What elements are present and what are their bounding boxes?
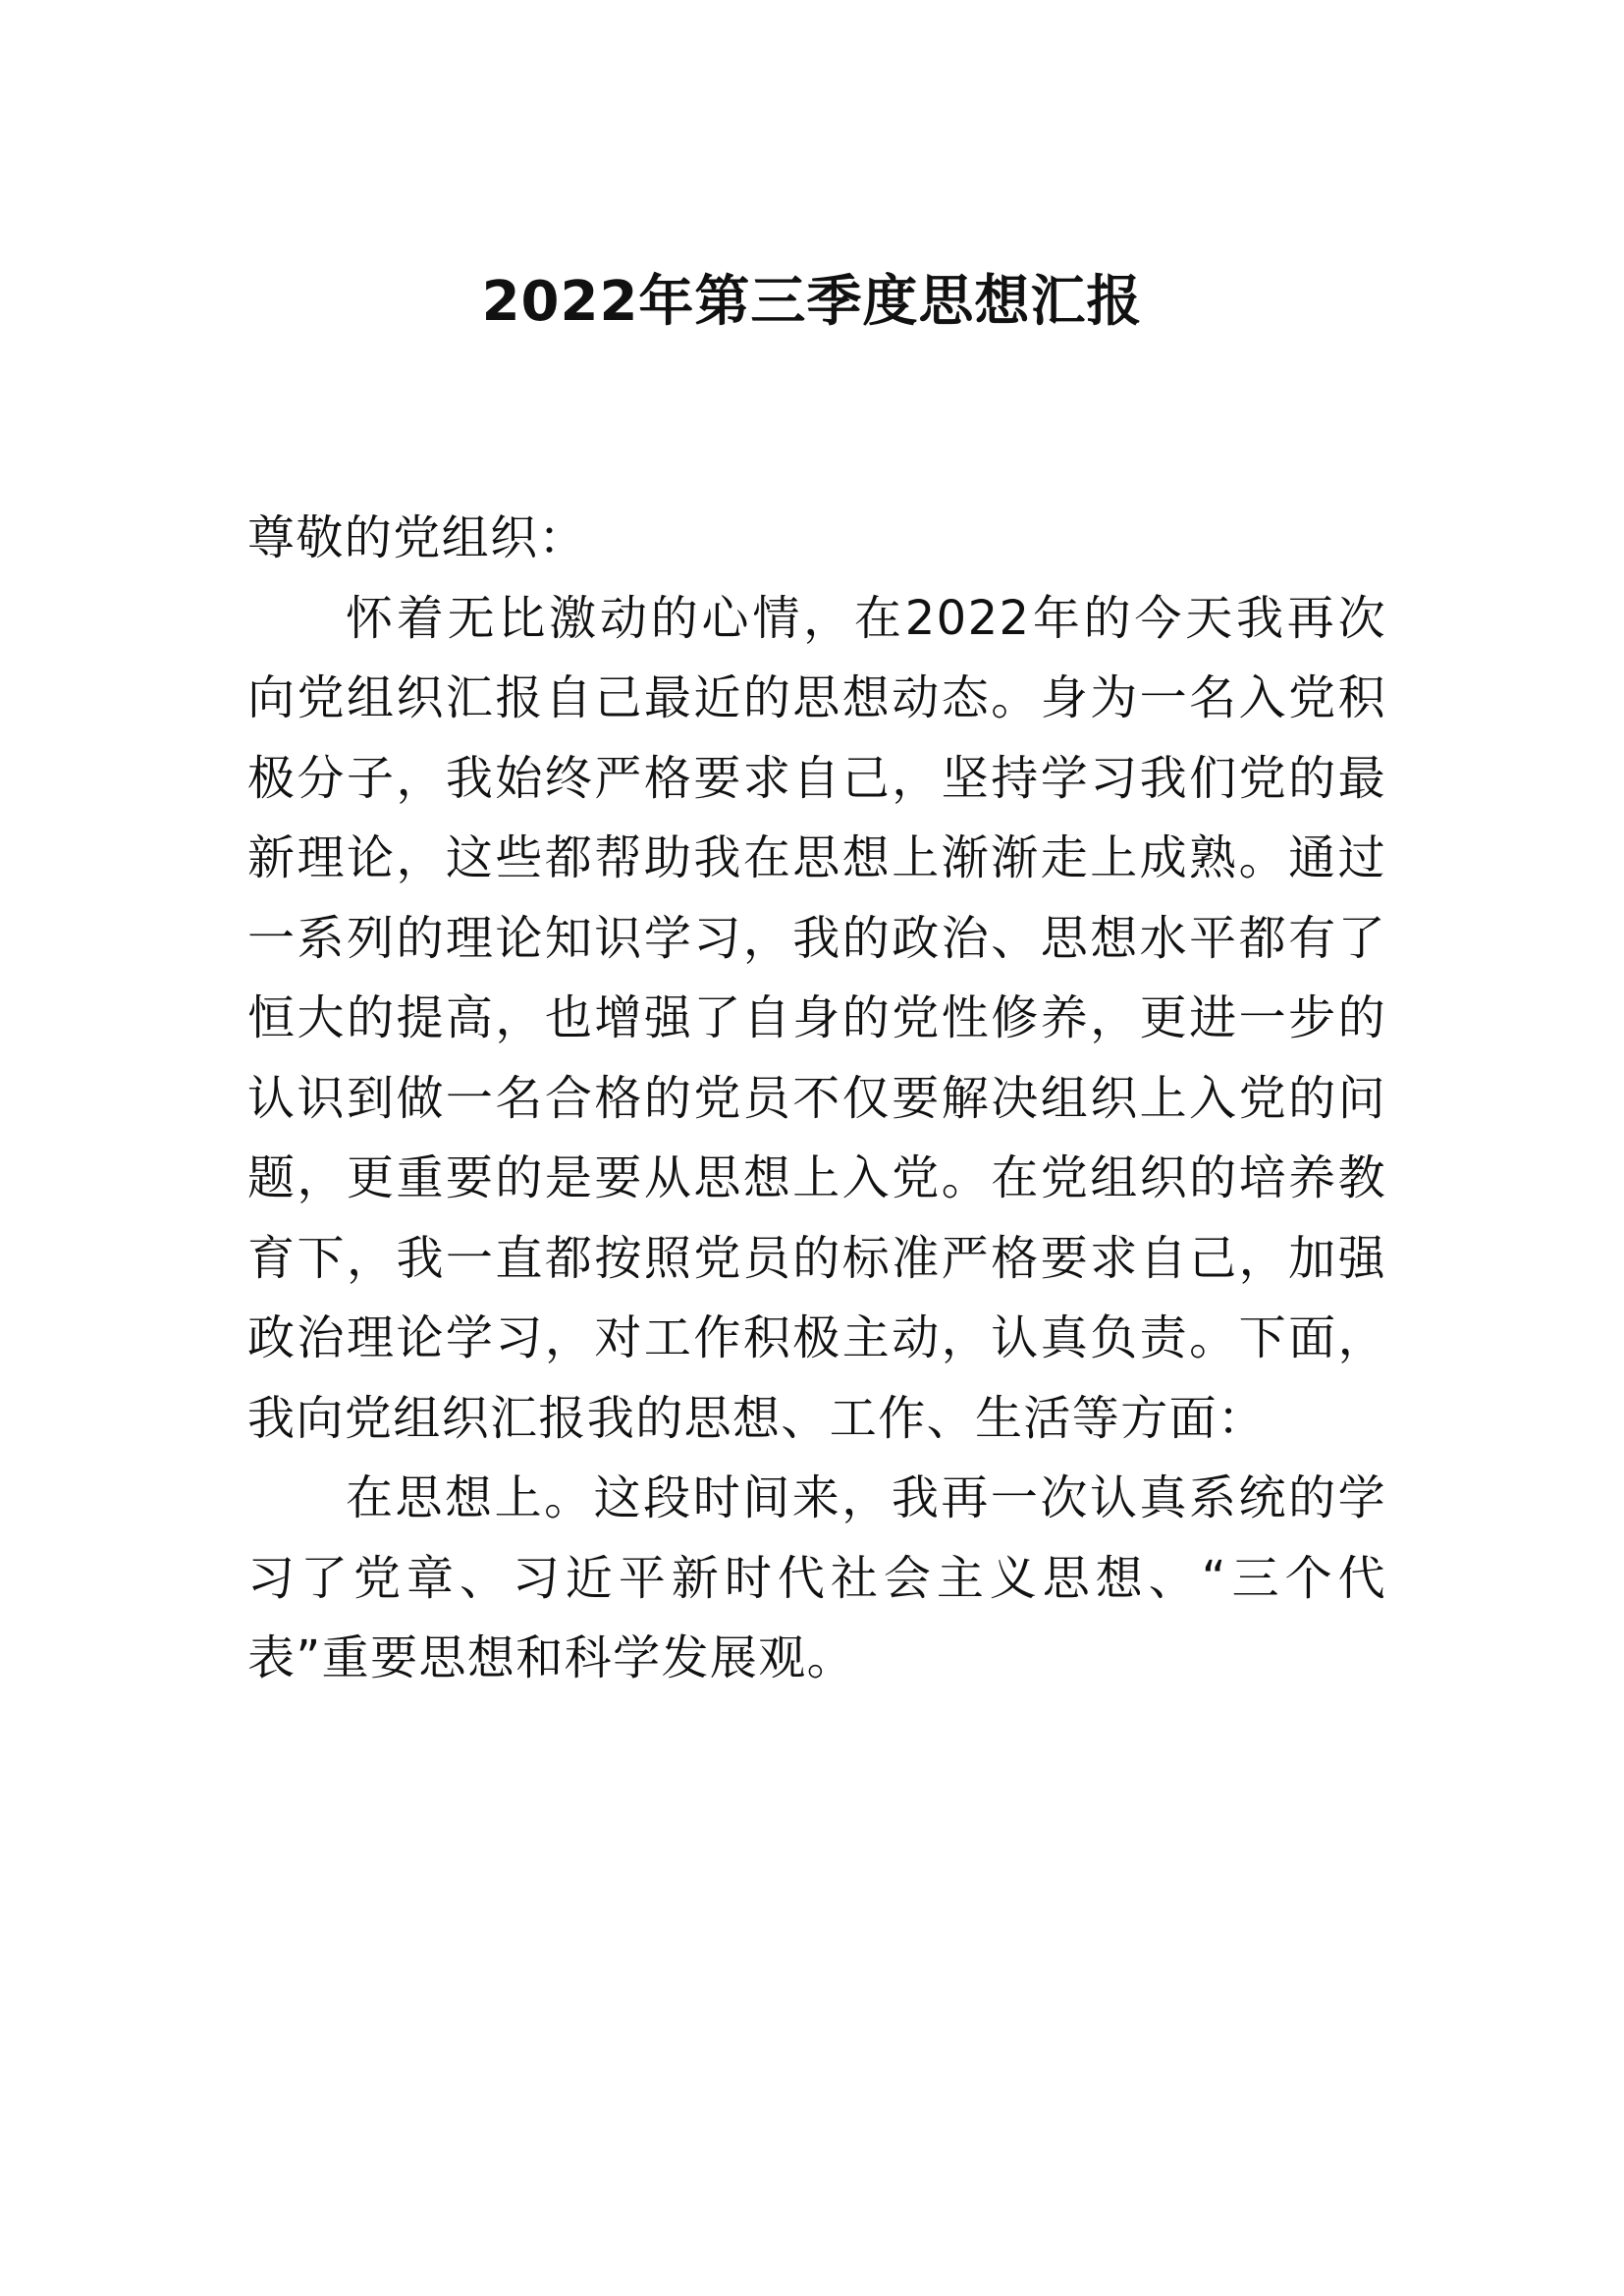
salutation: 尊敬的党组织： [247,510,587,565]
document-body [247,499,1386,1699]
paragraph-2: 在思想上。这段时间来，我再一次认真系统的学习了党章、习近平新时代社会主义思想、“三个代表”重要思想和科学发展观。 [247,1470,1386,1685]
document-title: 2022年第三季度思想汇报 [481,270,1143,334]
paragraph-1: 怀着无比激动的心情，在2022年的今天我再次向党组织汇报自己最近的思想动态。身为一名入党积极分子，我始终严格要求自己，坚持学习我们党的最新理论，这些都帮助我在思想上渐渐走上成熟。通过一系列的理论知识学习，我的政治、思想水平都有了恒大的提高，也增强了自身的党性修养，更进一步的认识到做一名合格的党员不仅要解决组织上入党的问题，更重要的是要从思想上入党。在党组织的培养教育下，我一直都按照党员的标准严格要求自己，加强政治理论学习，对工作积极主动，认真负责。下面，我向党组织汇报我的思想、工作、生活等方面： [247,590,1386,1446]
